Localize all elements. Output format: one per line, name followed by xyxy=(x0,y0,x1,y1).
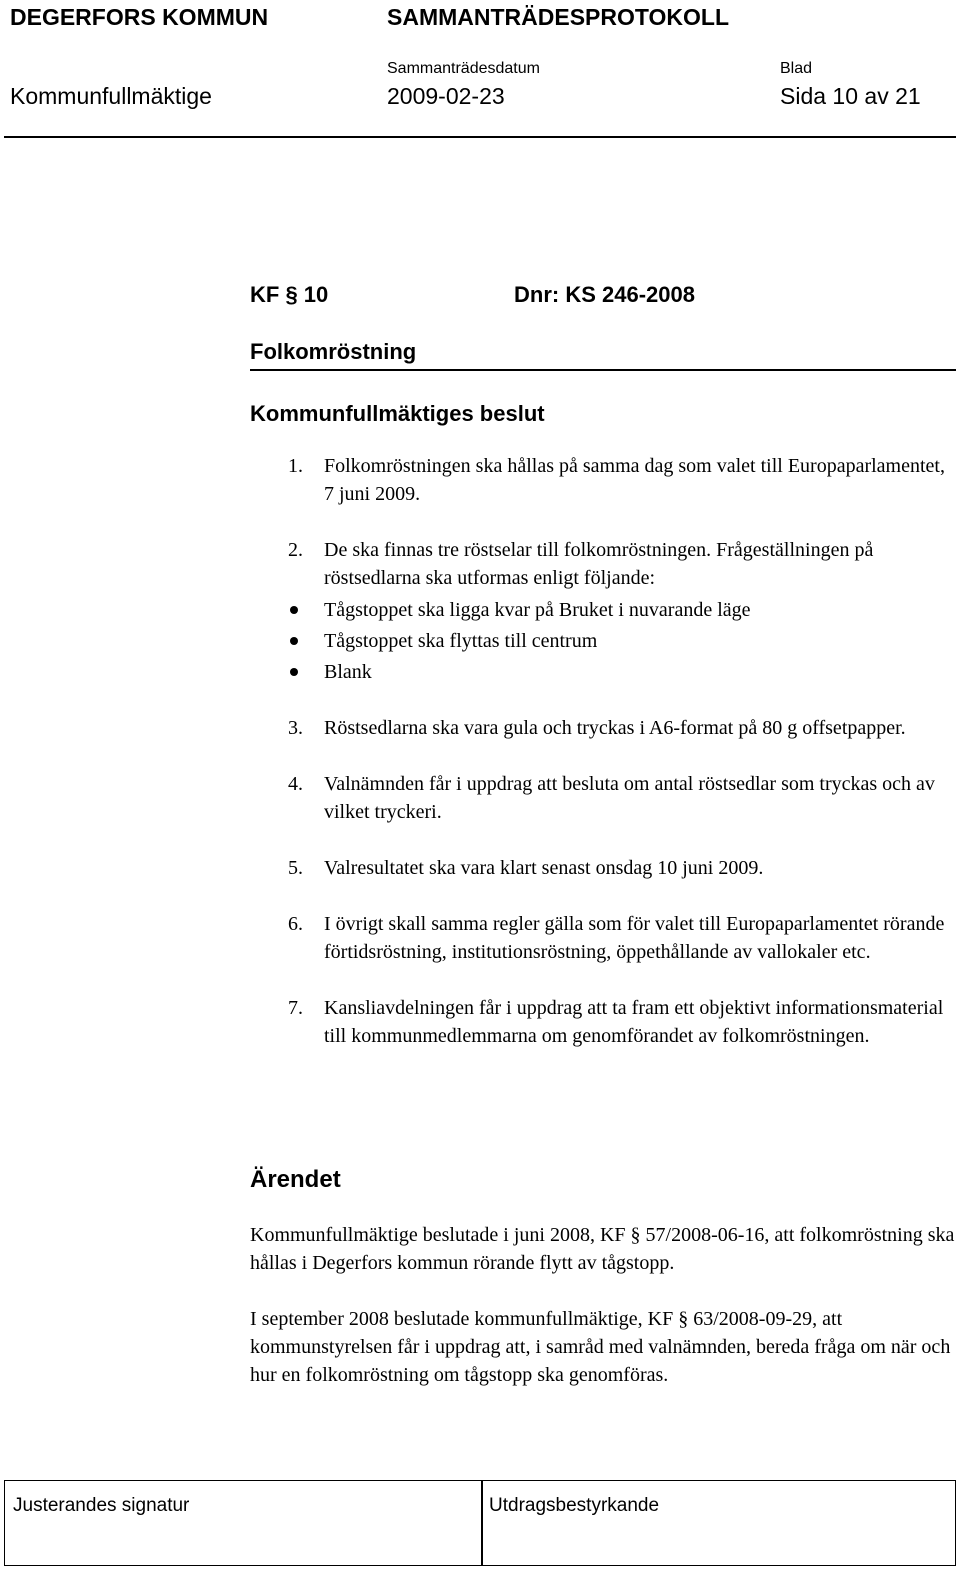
bullet-icon xyxy=(290,637,298,645)
decision-point-text: Valnämnden får i uppdrag att besluta om antal röstsedlar som tryckas och av vilket tryckeri. xyxy=(324,773,935,823)
decision-point-number: 3. xyxy=(288,717,303,739)
page-label: Blad xyxy=(780,60,813,77)
case-heading: Ärendet xyxy=(250,1166,341,1193)
ballot-option xyxy=(250,596,950,624)
decision-list xyxy=(250,452,950,1078)
decision-point-number: 2. xyxy=(288,539,303,561)
case-paragraph: I september 2008 beslutade kommunfullmäktige, KF § 63/2008-09-29, att kommunstyrelsen får i uppdrag att, i samråd med valnämnden, bereda fråga om när och hur en folkomröstning om tågstopp ska genomföras. xyxy=(250,1308,951,1386)
decision-point-number: 5. xyxy=(288,857,303,879)
decision-point xyxy=(250,910,950,966)
page-number: Sida 10 av 21 xyxy=(780,83,921,109)
decision-point-number: 4. xyxy=(288,773,303,795)
decision-point xyxy=(250,714,950,742)
decision-point-text: Folkomröstningen ska hållas på samma dag som valet till Europaparlamentet, 7 juni 2009. xyxy=(324,455,945,505)
decision-point-text: De ska finnas tre röstselar till folkomröstningen. Frågeställningen på röstsedlarna ska utformas enligt följande: xyxy=(324,539,874,589)
decision-point xyxy=(250,854,950,882)
decision-point-text: Kansliavdelningen får i uppdrag att ta fram ett objektivt informationsmaterial till kommunmedlemmarna om genomförandet av folkomröstningen. xyxy=(324,997,944,1047)
decision-heading: Kommunfullmäktiges beslut xyxy=(250,401,545,426)
footer-signature-box xyxy=(4,1480,956,1566)
decision-point-number: 6. xyxy=(288,913,303,935)
meeting-date-label: Sammanträdesdatum xyxy=(387,60,540,77)
title-rule xyxy=(250,369,956,371)
decision-point-text: Röstsedlarna ska vara gula och tryckas i A6-format på 80 g offsetpapper. xyxy=(324,717,906,739)
decision-point xyxy=(250,770,950,826)
signature-label: Justerandes signatur xyxy=(13,1495,190,1516)
decision-point xyxy=(250,994,950,1050)
ballot-option-text: Blank xyxy=(324,661,372,683)
council-name: Kommunfullmäktige xyxy=(10,83,212,109)
ballot-option-text: Tågstoppet ska flyttas till centrum xyxy=(324,630,598,652)
decision-point-number: 1. xyxy=(288,455,303,477)
decision-point xyxy=(250,536,950,686)
ballot-options xyxy=(250,596,950,686)
ballot-option xyxy=(250,627,950,655)
ballot-option-text: Tågstoppet ska ligga kvar på Bruket i nuvarande läge xyxy=(324,599,751,621)
bullet-icon xyxy=(290,606,298,614)
header-rule xyxy=(4,136,956,138)
registration-number: Dnr: KS 246-2008 xyxy=(514,282,695,307)
decision-point-number: 7. xyxy=(288,997,303,1019)
decision-point xyxy=(250,452,950,508)
municipality-name: DEGERFORS KOMMUN xyxy=(10,4,269,30)
item-title: Folkomröstning xyxy=(250,339,417,364)
case-paragraph: Kommunfullmäktige beslutade i juni 2008, KF § 57/2008-06-16, att folkomröstning ska hållas i Degerfors kommun rörande flytt av tågstopp. xyxy=(250,1224,955,1274)
decision-point-text: Valresultatet ska vara klart senast onsdag 10 juni 2009. xyxy=(324,857,764,879)
document-type: SAMMANTRÄDESPROTOKOLL xyxy=(387,4,730,30)
ballot-option xyxy=(250,658,950,686)
meeting-date: 2009-02-23 xyxy=(387,83,505,109)
decision-point-text: I övrigt skall samma regler gälla som för valet till Europaparlamentet rörande förtidsröstning, institutionsröstning, öppethållande av vallokaler etc. xyxy=(324,913,945,963)
extract-certification-label: Utdragsbestyrkande xyxy=(489,1495,660,1516)
bullet-icon xyxy=(290,668,298,676)
item-number: KF § 10 xyxy=(250,282,329,307)
footer-divider xyxy=(481,1481,483,1565)
